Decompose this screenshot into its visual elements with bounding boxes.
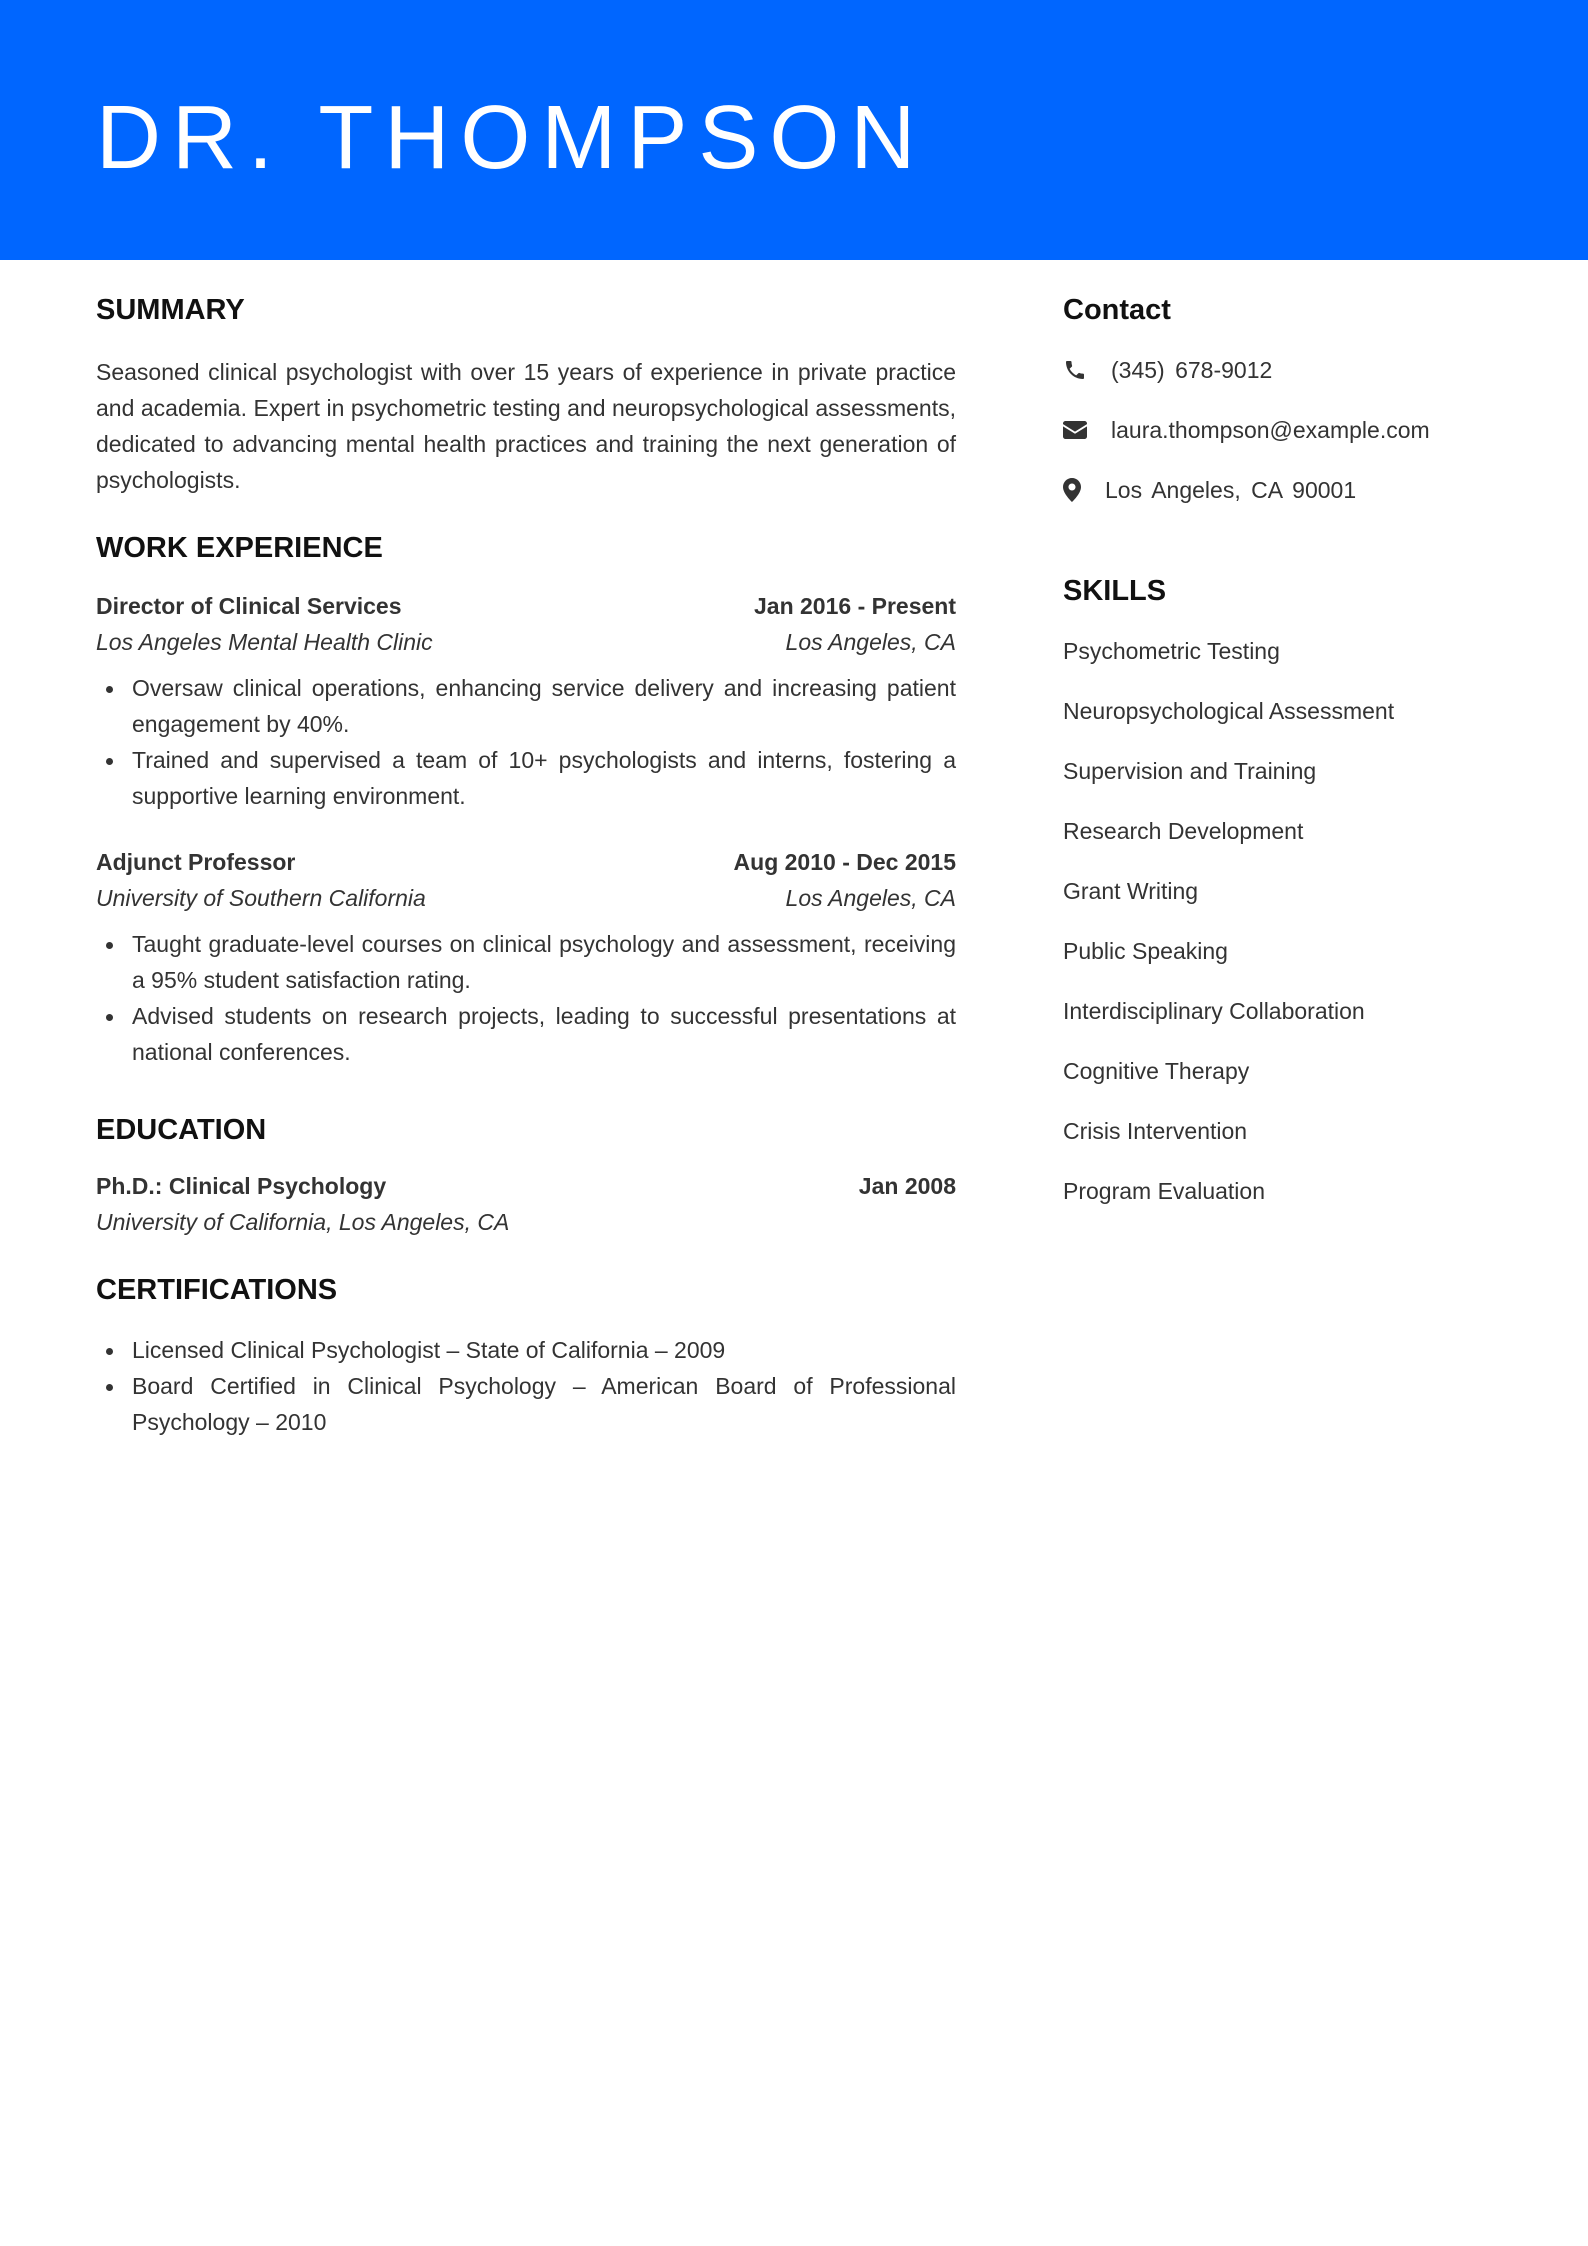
header-banner (0, 0, 1588, 260)
envelope-icon (1063, 417, 1089, 443)
job-bullets (96, 926, 956, 1070)
skill-item: Interdisciplinary Collaboration (1063, 998, 1365, 1024)
summary-text: Seasoned clinical psychologist with over 15 years of experience in private practice and academia. Expert in psychometric testing and neuropsychological assessments, dedicated to advancing mental health practices and training the next generation of psychologists. (96, 359, 956, 493)
school: University of California, Los Angeles, CA (96, 1209, 510, 1235)
job-organization: Los Angeles Mental Health Clinic (96, 629, 433, 655)
bullet-item: Oversaw clinical operations, enhancing service delivery and increasing patient engagement by 40%. (96, 670, 956, 742)
certification-item: Board Certified in Clinical Psychology – American Board of Professional Psychology – 2010 (96, 1368, 956, 1440)
skill-item: Research Development (1063, 818, 1304, 844)
skills-heading: SKILLS (1063, 575, 1167, 607)
contact-heading: Contact (1063, 294, 1171, 326)
job-entry (96, 844, 956, 1070)
certifications-heading: CERTIFICATIONS (96, 1274, 338, 1306)
education-entry (96, 1168, 956, 1240)
job-role: Director of Clinical Services (96, 593, 402, 619)
contact-location (1063, 472, 1503, 508)
phone-icon (1063, 357, 1089, 383)
skill-item: Cognitive Therapy (1063, 1058, 1250, 1084)
work-experience-section (96, 528, 956, 1070)
summary-section (96, 290, 956, 498)
job-organization: University of Southern California (96, 885, 426, 911)
skills-section (1063, 571, 1503, 1209)
bullet-item: Trained and supervised a team of 10+ psychologists and interns, fostering a supportive learning environment. (96, 742, 956, 814)
job-location: Los Angeles, CA (785, 629, 956, 655)
main-column (96, 290, 956, 1440)
email-link[interactable]: laura.thompson@example.com (1111, 417, 1430, 443)
skill-item: Supervision and Training (1063, 758, 1317, 784)
skill-item: Public Speaking (1063, 938, 1228, 964)
bullet-item: Advised students on research projects, leading to successful presentations at national conferences. (96, 998, 956, 1070)
job-entry (96, 588, 956, 814)
skill-item: Neuropsychological Assessment (1063, 698, 1395, 724)
job-dates: Aug 2010 - Dec 2015 (733, 849, 956, 875)
work-experience-heading: WORK EXPERIENCE (96, 532, 383, 564)
bullet-item: Taught graduate-level courses on clinical psychology and assessment, receiving a 95% student satisfaction rating. (96, 926, 956, 998)
education-section (96, 1110, 956, 1240)
page-title: DR. THOMPSON (96, 88, 927, 188)
job-location: Los Angeles, CA (785, 885, 956, 911)
certification-item: Licensed Clinical Psychologist – State of California – 2009 (96, 1332, 956, 1368)
contact-email (1063, 412, 1503, 448)
education-heading: EDUCATION (96, 1114, 267, 1146)
skill-item: Program Evaluation (1063, 1178, 1265, 1204)
skill-item: Crisis Intervention (1063, 1118, 1248, 1144)
job-bullets (96, 670, 956, 814)
phone-link[interactable]: (345) 678-9012 (1111, 357, 1273, 383)
certifications-section (96, 1270, 956, 1440)
job-role: Adjunct Professor (96, 849, 296, 875)
degree-date: Jan 2008 (858, 1173, 956, 1199)
contact-phone (1063, 352, 1503, 388)
skill-item: Grant Writing (1063, 878, 1199, 904)
summary-heading: SUMMARY (96, 294, 245, 326)
certifications-list (96, 1332, 956, 1440)
job-dates: Jan 2016 - Present (753, 593, 956, 619)
sidebar-column (1063, 290, 1503, 1209)
contact-section (1063, 290, 1503, 508)
map-pin-icon (1063, 477, 1083, 503)
skill-item: Psychometric Testing (1063, 638, 1280, 664)
degree: Ph.D.: Clinical Psychology (96, 1173, 387, 1199)
location-text: Los Angeles, CA 90001 (1105, 477, 1357, 503)
